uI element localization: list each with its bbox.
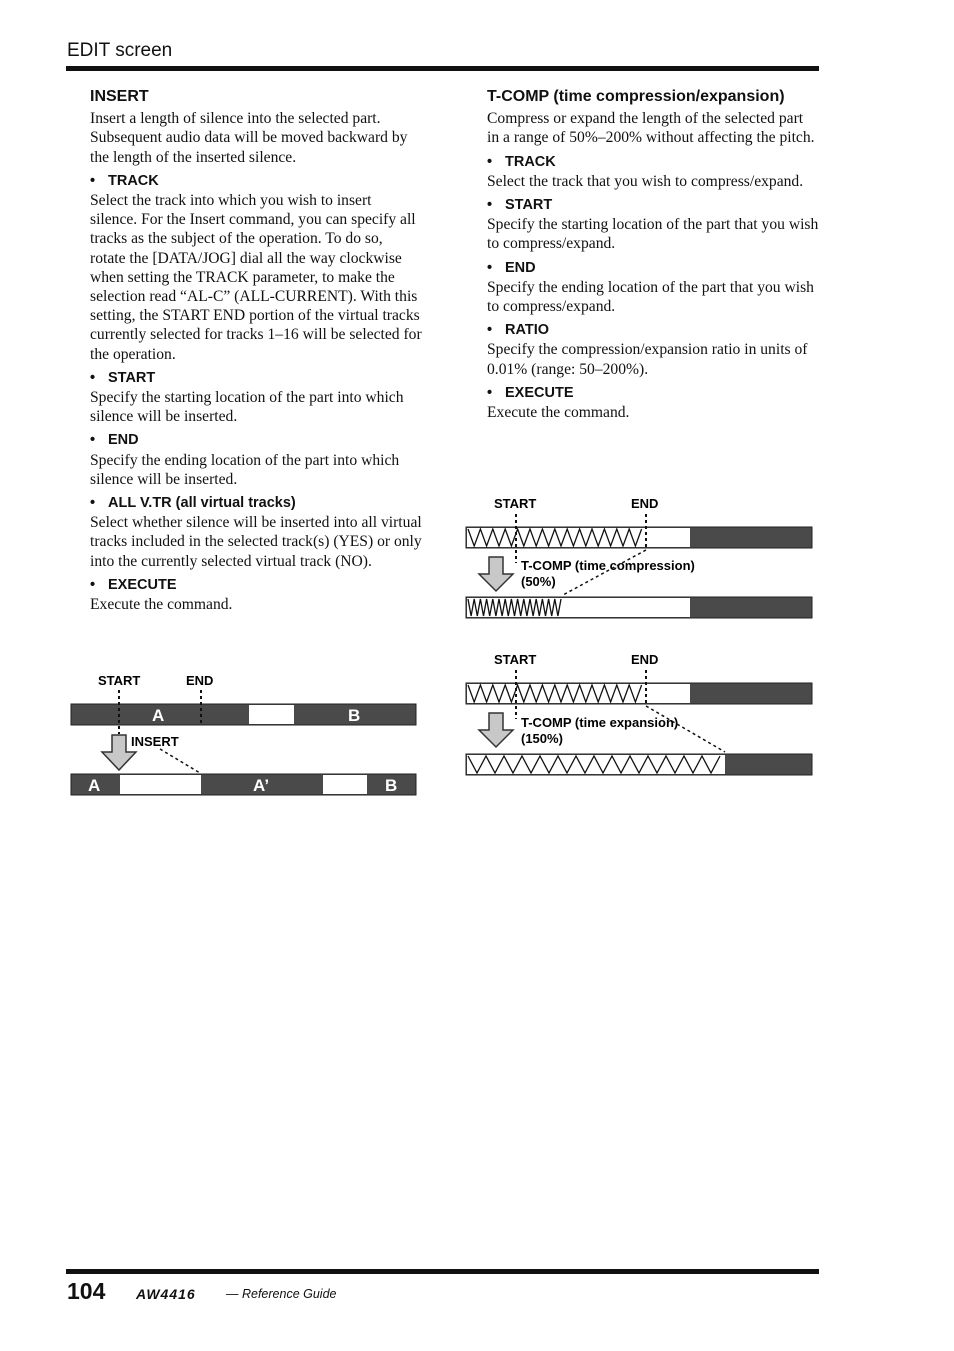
section-header: EDIT screen xyxy=(67,40,173,61)
insert-diagram-end-label: END xyxy=(186,673,214,688)
insert-param-allvtr-label: • ALL V.TR (all virtual tracks) xyxy=(90,495,296,512)
insert-param-start-text: Specify the starting location of the part into which silence will be inserted. xyxy=(90,389,404,426)
insert-diagram xyxy=(71,673,416,795)
page-number: 104 xyxy=(67,1278,106,1304)
insert-diagram-start-label: START xyxy=(98,673,141,688)
expand-start-label: START xyxy=(494,652,537,667)
expand-end-label: END xyxy=(631,652,659,667)
expand-label-1: T-COMP (time expansion) xyxy=(521,715,679,730)
tcomp-param-start-label: • START xyxy=(487,197,553,214)
tcomp-param-end-label: • END xyxy=(487,259,536,276)
bottom-rule xyxy=(66,1269,819,1274)
compress-label-2: (50%) xyxy=(521,574,556,589)
insert-param-track-label: • TRACK xyxy=(90,172,159,189)
tcomp-expand-diagram xyxy=(466,652,812,775)
insert-title: INSERT xyxy=(90,88,149,105)
tcomp-param-end-text: Specify the ending location of the part that you wish to compress/expand. xyxy=(487,278,814,316)
insert-seg-b-bottom: B xyxy=(385,776,398,795)
insert-param-track-text: Select the track into which you wish to insert silence. For the Insert command, you can specify all tracks as the subject of the operation. To do so, rotate the [DATA/JOG] dial all the way clockwise when setting the TRACK parameter, to make the selection read “AL-C” (ALL-CURRENT). With this setting, the START END portion of the virtual tracks currently selected for tracks 1–16 will be selected for the operation. xyxy=(90,192,422,363)
tcomp-param-track-label: • TRACK xyxy=(487,153,556,170)
tcomp-param-track-text: Select the track that you wish to compress/expand. xyxy=(487,172,804,190)
tcomp-intro: Compress or expand the length of the selected part in a range of 50%–200% without affecting the pitch. xyxy=(487,110,815,147)
insert-seg-b-top: B xyxy=(348,706,361,725)
compress-end-label: END xyxy=(631,496,659,511)
insert-param-allvtr-text: Select whether silence will be inserted into all virtual tracks included in the selected track(s) (YES) or only into the currently selected virtual track (NO). xyxy=(90,514,422,570)
down-arrow-icon xyxy=(479,713,513,747)
insert-seg-a-bottom: A xyxy=(88,776,101,795)
tcomp-param-start-text: Specify the starting location of the part that you wish to compress/expand. xyxy=(487,216,819,253)
insert-param-end-text: Specify the ending location of the part into which silence will be inserted. xyxy=(90,451,400,488)
compress-start-label: START xyxy=(494,496,537,511)
insert-param-end-label: • END xyxy=(90,432,139,449)
compress-label-1: T-COMP (time compression) xyxy=(521,558,695,573)
insert-track-gap-after xyxy=(323,775,367,794)
guide-title: — Reference Guide xyxy=(226,1287,337,1301)
tcomp-param-ratio-text: Specify the compression/expansion ratio in units of 0.01% (range: 50–200%). xyxy=(487,341,808,378)
insert-diagram-action-label: INSERT xyxy=(131,734,179,749)
insert-silence-block xyxy=(120,775,201,794)
insert-intro: Insert a length of silence into the selected part. Subsequent audio data will be moved backward by the length of the inserted silence. xyxy=(90,110,408,166)
insert-param-start-label: • START xyxy=(90,369,156,386)
insert-seg-a2-bottom: A’ xyxy=(253,776,270,795)
insert-seg-a-top: A xyxy=(152,706,165,725)
insert-track-before xyxy=(71,704,416,725)
insert-param-execute-text: Execute the command. xyxy=(90,596,233,614)
insert-guide-line xyxy=(160,749,200,773)
tcomp-title: T-COMP (time compression/expansion) xyxy=(487,88,785,105)
tcomp-param-ratio-label: • RATIO xyxy=(487,322,550,339)
tcomp-compress-diagram xyxy=(466,496,812,618)
down-arrow-icon xyxy=(479,557,513,591)
expand-label-2: (150%) xyxy=(521,731,563,746)
insert-param-execute-label: • EXECUTE xyxy=(90,576,177,593)
tcomp-param-execute-text: Execute the command. xyxy=(487,404,630,422)
product-logo: AW4416 xyxy=(136,1286,196,1302)
insert-track-gap-before xyxy=(249,705,294,724)
tcomp-param-execute-label: • EXECUTE xyxy=(487,384,574,401)
